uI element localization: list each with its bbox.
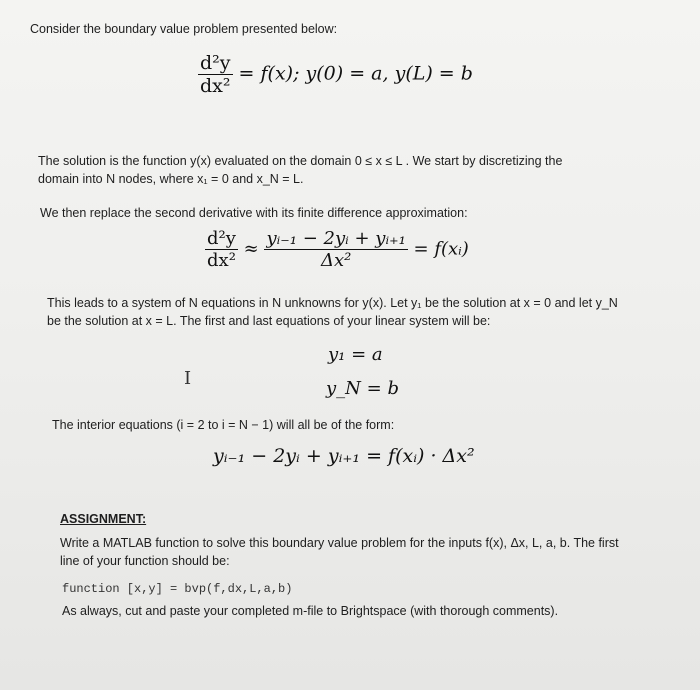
interior-text: The interior equations (i = 2 to i = N − 1) will all be of the form:: [52, 418, 395, 432]
approx-symbol: ≈: [243, 238, 259, 260]
assignment-line-2: line of your function should be:: [60, 554, 230, 568]
fraction-denominator: Δx²: [264, 249, 407, 271]
equation-first: y₁ = a: [328, 344, 383, 365]
equation-bvp: [198, 52, 473, 97]
replace-text: We then replace the second derivative with its finite difference approximation:: [40, 206, 468, 220]
fraction-numerator: yᵢ₋₁ − 2yᵢ + yᵢ₊₁: [266, 228, 406, 249]
fraction-d2y-dx2: [198, 52, 233, 97]
domain-line-2: domain into N nodes, where x₁ = 0 and x_N = L.: [38, 172, 304, 186]
fraction-denominator: dx²: [198, 74, 233, 97]
assignment-line-1: Write a MATLAB function to solve this boundary value problem for the inputs f(x), Δx, L, a, b. The first: [60, 536, 619, 550]
equation-interior: yᵢ₋₁ − 2yᵢ + yᵢ₊₁ = f(xᵢ) · Δx²: [213, 445, 475, 467]
domain-line-1: The solution is the function y(x) evaluated on the domain 0 ≤ x ≤ L . We start by discretizing the: [38, 154, 563, 168]
fraction-numerator: d²y: [207, 228, 236, 249]
fraction-d2y-dx2: [205, 228, 238, 271]
fraction-denominator: dx²: [205, 249, 238, 271]
intro-text: Consider the boundary value problem presented below:: [30, 22, 338, 36]
fraction-numerator: d²y: [200, 52, 231, 74]
equation-last: y_N = b: [326, 378, 399, 399]
assignment-heading: ASSIGNMENT:: [60, 512, 147, 526]
equation-rhs: = f(x); y(0) = a, y(L) = b: [232, 62, 473, 85]
equation-rhs: = f(xᵢ): [407, 238, 469, 260]
system-line-2: be the solution at x = L. The first and last equations of your linear system will be:: [47, 314, 491, 328]
text-cursor-icon: I: [184, 368, 192, 389]
equation-finite-difference: [205, 228, 469, 271]
system-line-1: This leads to a system of N equations in N unknowns for y(x). Let y₁ be the solution at x = 0 and let y_N: [47, 296, 618, 310]
final-instruction: As always, cut and paste your completed m-file to Brightspace (with thorough comments).: [62, 604, 559, 618]
function-signature-code: function [x,y] = bvp(f,dx,L,a,b): [62, 582, 293, 596]
fraction-difference: [264, 228, 407, 271]
